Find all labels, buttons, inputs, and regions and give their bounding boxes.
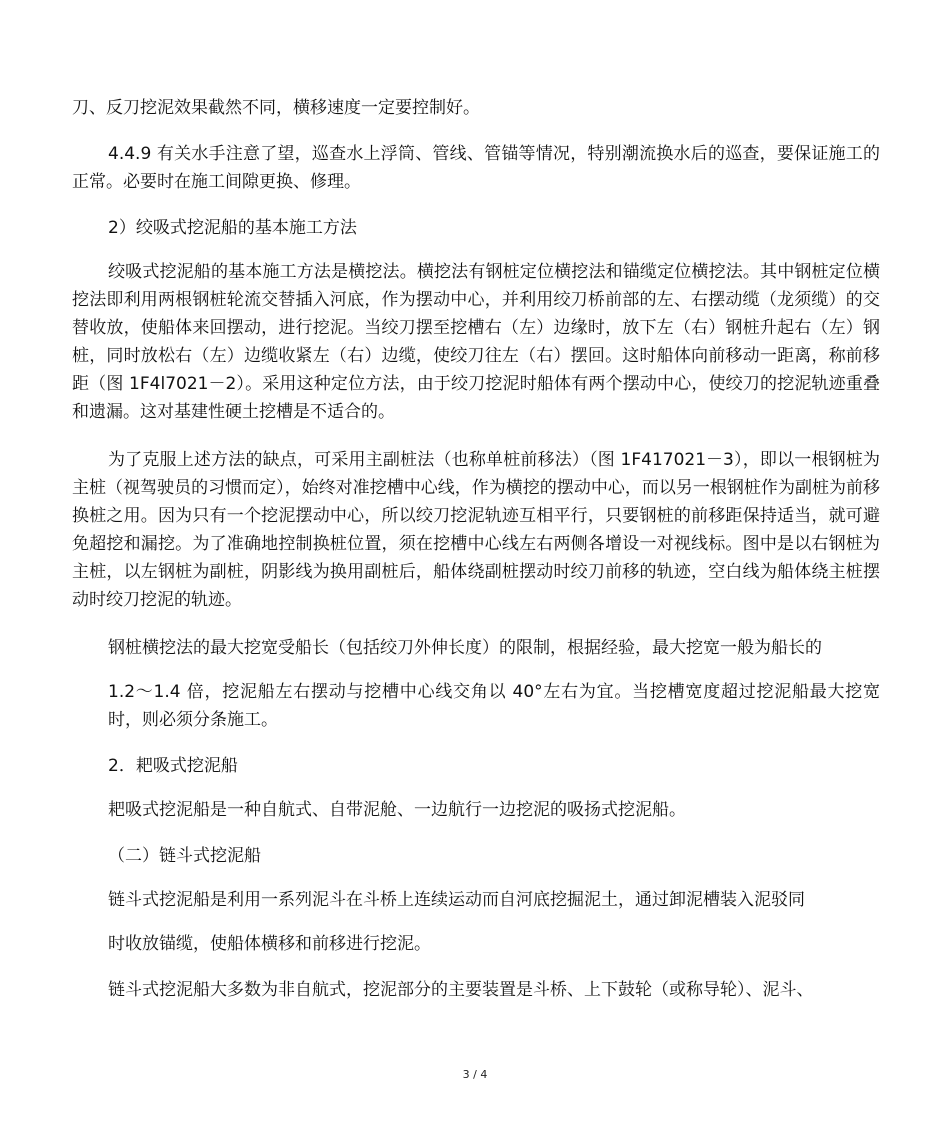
paragraph-main-auxiliary-pile-method: 为了克服上述方法的缺点，可采用主副桩法（也称单桩前移法）（图 1F417021－3），即以一根钢桩为主桩（视驾驶员的习惯而定），始终对准挖槽中心线，作为横挖的摆动中心，而以另一根钢桩作为副桩为前移换桩之用。因为只有一个挖泥摆动中心，所以绞刀挖泥轨迹互相平行，只要钢桩的前移距保持适当，就可避免超挖和漏挖。为了准确地控制换桩位置，须在挖槽中心线左右两侧各增设一对视线标。图中是以右钢桩为主桩，以左钢桩为副桩，阴影线为换用副桩后，船体绕副桩摆动时绞刀前移的轨迹，空白线为船体绕主桩摆动时绞刀挖泥的轨迹。	[72, 450, 880, 610]
section-heading-trailing-suction: 2．耙吸式挖泥船	[108, 756, 238, 776]
section-heading-bucket-chain: （二）链斗式挖泥船	[108, 846, 261, 866]
paragraph-trailing-suction: 耙吸式挖泥船是一种自航式、自带泥舱、一边航行一边挖泥的吸扬式挖泥船。	[108, 800, 686, 820]
paragraph-max-width-continued: 1.2～1.4 倍，挖泥船左右摆动与挖槽中心线交角以 40°左右为宜。当挖槽宽度超过挖泥船最大挖宽时，则必须分条施工。	[108, 682, 880, 730]
paragraph-max-width: 钢桩横挖法的最大挖宽受船长（包括绞刀外伸长度）的限制，根据经验，最大挖宽一般为船长的	[108, 638, 822, 658]
paragraph-bucket-chain-definition-continued: 时收放锚缆，使船体横移和前移进行挖泥。	[108, 934, 431, 954]
paragraph-continuation: 刀、反刀挖泥效果截然不同，横移速度一定要控制好。	[72, 98, 480, 118]
paragraph-4-4-9: 4.4.9 有关水手注意了望，巡查水上浮筒、管线、管锚等情况，特别潮流换水后的巡查，要保证施工的正常。必要时在施工间隙更换、修理。	[72, 144, 880, 192]
paragraph-bucket-chain-definition: 链斗式挖泥船是利用一系列泥斗在斗桥上连续运动而自河底挖掘泥土，通过卸泥槽装入泥驳同	[108, 890, 805, 910]
section-heading-cutter-suction: 2）绞吸式挖泥船的基本施工方法	[108, 218, 357, 238]
page-number: 3 / 4	[462, 1068, 488, 1081]
paragraph-cross-digging-method: 绞吸式挖泥船的基本施工方法是横挖法。横挖法有钢桩定位横挖法和锚缆定位横挖法。其中钢桩定位横挖法即利用两根钢桩轮流交替插入河底，作为摆动中心，并利用绞刀桥前部的左、右摆动缆（龙须缆）的交替收放，使船体来回摆动，进行挖泥。当绞刀摆至挖槽右（左）边缘时，放下左（右）钢桩升起右（左）钢桩，同时放松右（左）边缆收紧左（右）边缆，使绞刀往左（右）摆回。这时船体向前移动一距离，称前移距（图 1F4l7021－2）。采用这种定位方法，由于绞刀挖泥时船体有两个摆动中心，使绞刀的挖泥轨迹重叠和遗漏。这对基建性硬土挖槽是不适合的。	[72, 262, 880, 422]
paragraph-bucket-chain-components: 链斗式挖泥船大多数为非自航式，挖泥部分的主要装置是斗桥、上下鼓轮（或称导轮）、泥斗、	[108, 980, 814, 1000]
